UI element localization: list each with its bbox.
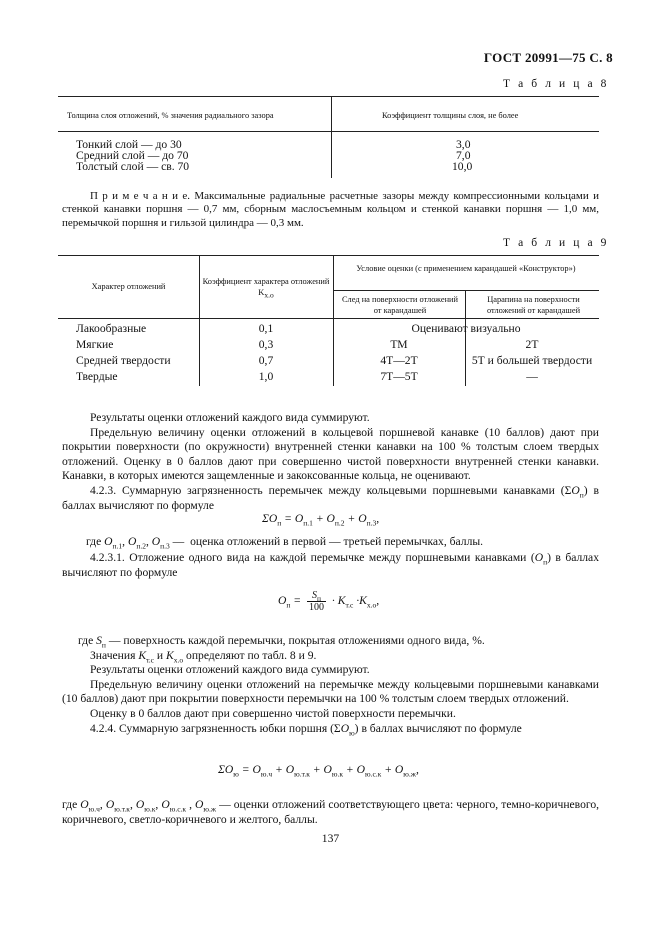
table9-row-coef: 0,1 [258, 322, 274, 335]
table9-row-scratch: 5Т и большей твердости [471, 354, 593, 367]
table9-subheader-rule [333, 290, 599, 291]
table9-h-character: Характер отложений [91, 282, 166, 291]
table9-row-character: Лакообразные [76, 322, 147, 335]
table9-row-coef: 1,0 [258, 370, 274, 383]
text: в баллах вычисляют по формуле [62, 483, 599, 512]
table9-h-condition: Условие оценки (с применением карандашей «Конструктор») [356, 264, 576, 273]
page-number: 137 [321, 832, 340, 845]
paragraph: Предельную величину оценки отложений в кольцевой поршневой канавке (10 баллов) дают при покрытии поверхности (по окружности) внутренней стенки канавки на 100 % толстым слоем твердых отложений. Оценку в 0 баллов дают при совершенно чистой поверхности внутренней стенки канавки. Канавки, в которых имеются защемленные и закоксованные кольца, не оценивают. [62, 425, 599, 483]
where-line-2: где $S_п$ — поверхность каждой перемычки, покрытая отложениями одного вида, %. [78, 634, 485, 650]
body-block-3 [62, 634, 599, 736]
table8-col1-header: Толщина слоя отложений, % значения радиального зазора [67, 111, 274, 120]
paragraph: Результаты оценки отложений каждого вида суммируют. [90, 663, 370, 677]
table8-note [62, 190, 599, 230]
table9-row-trace: 7Т—5Т [380, 370, 418, 383]
table9-row-character: Средней твердости [76, 354, 171, 367]
table8-row-coef: 3,0 [456, 138, 471, 151]
table9-h-coef [199, 276, 333, 298]
text: оценка отложений в первой — третьей перемычках, баллы. [190, 535, 484, 548]
table9-row-trace: ТМ [390, 338, 408, 351]
table9-row-coef: 0,7 [258, 354, 274, 367]
body-block-2 [62, 551, 599, 580]
table9-h-coef-sub: х.о [264, 290, 274, 300]
where-line-3: где $O_{ю.ч}$, $O_{ю.т.к}$, $O_{ю.к}$, $O_{ю.с.к}$ , $O_{ю.ж}$ — оценки отложений соответствующего цвета: черного, темно-коричневого, коричневого, светло-коричневого и желтого, баллы. [62, 798, 600, 826]
table9-h-trace: След на поверхности отложений от карандашей [341, 295, 459, 315]
table8-row-coef: 10,0 [452, 160, 473, 173]
table9-h-scratch: Царапина на поверхности отложений от карандашей [486, 295, 581, 315]
body-block-4 [62, 798, 599, 827]
text: Значения [90, 648, 136, 662]
paragraph: Результаты оценки отложений каждого вида суммируют. [90, 411, 370, 424]
note-text: П р и м е ч а н и е. Максимальные радиальные расчетные зазоры между компрессионными кольцами и стенкой канавки поршня — 0,7 мм, сборным маслосъемным кольцом и стенкой канавки поршня — 1,0 мм, перемычкой поршня и гильзой цилиндра — 0,3 мм. [62, 190, 599, 229]
body-block-1 [62, 411, 599, 513]
table8-top-rule [58, 96, 599, 97]
text: 4.2.3.1. Отложение одного вида на каждой перемычке между поршневыми канавками [90, 551, 527, 564]
table9-top-rule [58, 255, 599, 256]
table8-row-coef: 7,0 [456, 149, 471, 162]
table9-header-rule [58, 318, 599, 319]
formula-sum-op: $\Sigma O_п = O_{п.1} + O_{п.2} + O_{п.3}$, [262, 512, 380, 528]
table8-row-layer: Толстый слой — св. 70 [76, 160, 190, 173]
table9-row-scratch: — [526, 370, 538, 383]
table9-row-character: Твердые [76, 370, 118, 383]
table8-header-rule [58, 131, 599, 132]
table9-row-scratch: 2Т [525, 338, 539, 351]
text: определяют по табл. 8 и 9. [186, 648, 317, 662]
formula-sum-oyu: $\Sigma O_ю = O_{ю.ч} + O_{ю.т.к} + O_{ю.к} + O_{ю.с.к} + O_{ю.ж}$, [218, 763, 419, 779]
text: в баллах вычисляют по формуле [361, 721, 522, 735]
text: 4.2.3. Суммарную загрязненность перемычек между кольцевыми поршневыми канавками [90, 483, 555, 497]
text: баллах вычисляют по формуле [62, 551, 599, 579]
document-header: ГОСТ 20991—75 С. 8 [483, 50, 613, 65]
text: 4.2.4. Суммарную загрязненность юбки поршня [90, 721, 328, 735]
paragraph-4-2-4: 4.2.4. Суммарную загрязненность юбки поршня $(\Sigma O_ю)$ в баллах вычисляют по формуле [90, 721, 522, 737]
text: — оценки отложений соответствующего цвета: черного, темно-коричневого, коричневого, светло-коричневого и желтого, баллы. [62, 798, 600, 826]
table9-caption: Т а б л и ц а 9 [502, 237, 609, 249]
paragraph-4-2-3: 4.2.3. Суммарную загрязненность перемычек между кольцевыми поршневыми канавками $(\Sigma O_п)$ в баллах вычисляют по формуле [62, 483, 599, 512]
table8-col2-header: Коэффициент толщины слоя, не более [382, 111, 519, 120]
table9-h-coef-text: Коэффициент характера отложений K [202, 277, 330, 297]
values-line: Значения $K_{т.с}$ и $K_{х.о}$ определяют по табл. 8 и 9. [90, 648, 317, 664]
table9-row-trace: 4Т—2Т [380, 354, 418, 367]
where-line-1: где $O_{п.1}$, $O_{п.2}$, $O_{п.3}$ — оценка отложений в первой — третьей перемычках, баллы. [86, 535, 484, 551]
table8-caption: Т а б л и ц а 8 [502, 78, 609, 90]
text: — поверхность каждой перемычки, покрытая отложениями одного вида, %. [108, 634, 485, 647]
paragraph: Предельную величину оценки отложений на перемычке между кольцевыми поршневыми канавками (10 баллов) дают при покрытии поверхности перемычки на 100 % толстым слоем твердых отложений. [62, 677, 599, 706]
table9-row-coef: 0,3 [258, 338, 274, 351]
table8-row-layer: Тонкий слой — до 30 [76, 138, 182, 151]
table8-row-layer: Средний слой — до 70 [76, 149, 189, 162]
table8-divider [331, 96, 332, 178]
paragraph: Оценку в 0 баллов дают при совершенно чистой поверхности перемычки. [90, 706, 456, 720]
table9-row-character: Мягкие [76, 338, 114, 351]
table9-row-merged: Оценивают визуально [411, 322, 521, 335]
formula-op: $O_п$ = $\frac{S_п}{100}$ · $K_{т.с} \cdot K_{х.о}$, [278, 590, 380, 613]
paragraph-4-2-3-1: 4.2.3.1. Отложение одного вида на каждой перемычке между поршневыми канавками $(O_п)$ в баллах вычисляют по формуле [62, 551, 599, 579]
